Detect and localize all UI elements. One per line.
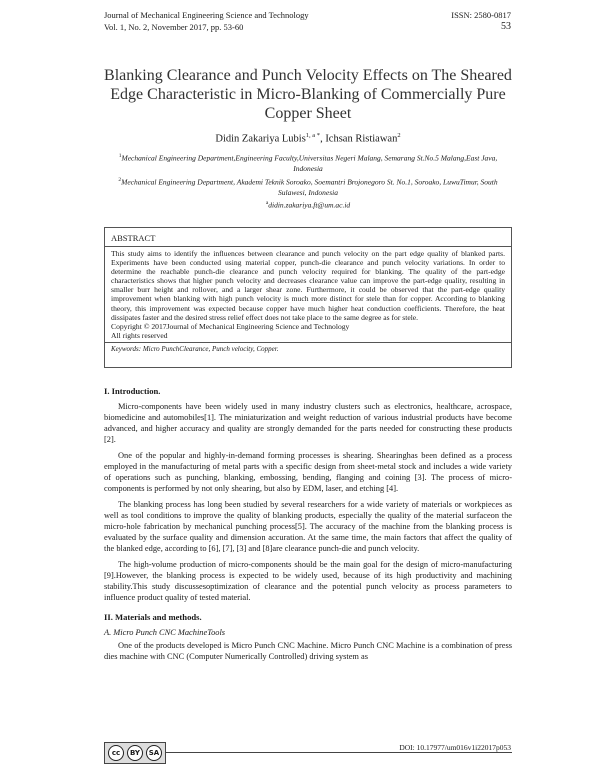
paragraph: One of the products developed is Micro Punch CNC Machine. Micro Punch CNC Machine is a combination of press dies machine with CNC (Computer Numerically Controlled) driving system as xyxy=(104,641,512,661)
paragraph: The blanking process has long been studied by several researchers for a wide variety of materials or workpieces as well as tool conditions to improve the quality of blanking products, especially the quality of the material surfaceon the micro-hole fabrication by mechanical punching process[5]. The accuracy of the machine from the blanking process is evaluated by the surface quality and dimension accuration. At the same time, the main factors that affect the quality of the blanked edge, according to [6], [7], [3] and [8]are clearance punch-die and punch velocity. xyxy=(104,500,512,553)
affiliation-2-text: Mechanical Engineering Department, Akademi Teknik Soroako, Soemantri Brojonegoro St. No.1, Soroako, LuwuTimur, South Sulawesi, Indonesia xyxy=(121,177,498,197)
affiliation-1-sup: 1 xyxy=(118,153,122,159)
section-heading-methods: II. Materials and methods. xyxy=(104,612,202,622)
issn: ISSN: 2580-0817 xyxy=(451,10,511,20)
abstract-heading: ABSTRACT xyxy=(105,228,511,247)
affiliation-1 xyxy=(104,151,512,175)
cc-license-badge[interactable] xyxy=(104,742,166,764)
author-2-sup: 2 xyxy=(397,132,401,139)
email-text: didin.zakariya.ft@um.ac.id xyxy=(268,200,351,210)
page-number: 53 xyxy=(501,21,511,32)
volume-info: Vol. 1, No. 2, November 2017, pp. 53-60 xyxy=(104,22,244,32)
cc-icon: cc xyxy=(108,745,124,761)
author-email xyxy=(104,198,512,211)
paragraph: The high-volume production of micro-components should be the main goal for the design of micro-manufacturing [9].However, the blanking process is expected to be widely used, because of its high productivity and machining stability.This study discussesoptimization of clearance and the potential punch velocity as process parameters to influence product quality of tested material. xyxy=(104,560,512,602)
by-icon: BY xyxy=(127,745,143,761)
author-1: Didin Zakariya Lubis xyxy=(215,133,306,145)
journal-name: Journal of Mechanical Engineering Science and Technology xyxy=(104,10,309,20)
main-body xyxy=(104,386,512,667)
affiliation-2 xyxy=(104,175,512,199)
author-separator: , xyxy=(320,133,326,145)
author-list xyxy=(104,132,512,145)
paragraph: Micro-components have been widely used in many industry clusters such as electronics, healthcare, acrospace, biomedicine and automobiles[1]. The miniaturization and weight reduction of various industrial products have become advanced, and higher accuracy and quality are strongly demanded for the parts needed for constructing these products [2]. xyxy=(104,402,512,444)
paper-title: Blanking Clearance and Punch Velocity Effects on The Sheared Edge Characteristic in Micro-Blanking of Commercially Pure Copper Sheet xyxy=(104,67,512,122)
abstract-box xyxy=(104,227,512,368)
affiliation-1-text: Mechanical Engineering Department,Engineering Faculty,Universitas Negeri Malang, Semarang St.No.5 Malang,East Java, Indonesia xyxy=(121,153,498,173)
rights-line: All rights reserved xyxy=(111,330,168,340)
copyright-line: Copyright © 2017Journal of Mechanical Engineering Science and Technology xyxy=(111,321,350,331)
running-header-right xyxy=(451,9,511,33)
sa-icon: SA xyxy=(146,745,162,761)
subsection-heading: A. Micro Punch CNC MachineTools xyxy=(104,628,226,637)
section-heading-introduction: I. Introduction. xyxy=(104,386,161,396)
abstract-copyright xyxy=(105,322,511,342)
affiliations xyxy=(104,151,512,211)
author-1-sup: 1, a * xyxy=(305,132,321,139)
doi[interactable]: DOI: 10.17977/um016v1i22017p053 xyxy=(399,743,511,752)
affiliation-2-sup: 2 xyxy=(118,176,122,183)
paragraph: One of the popular and highly-in-demand forming processes is shearing. Shearinghas been defined as a process employed in the manufacturing of metal parts with a specific design from sheet-metal stock and includes a wide variety of operations such as punching, blanking, embossing, bending, flanging and coining [3]. The process of micro-components is performed by not only shearing, but also by EDM, laser, and etching [4]. xyxy=(104,451,512,493)
keywords: Keywords: Micro PunchClearance, Punch velocity, Copper. xyxy=(105,342,511,355)
abstract-text: This study aims to identify the influences between clearance and punch velocity on the part edge quality of blanked parts. Experiments have been conducted using material copper, punch-die clearance and punch velocity variations. In order to determine the reachable punch-die clearance and punch velocity required for blanking. The quality of the part-edge characteristics shows that higher punch velocity and decreases clearance value can improve the part-edge quality, resulting in smaller burr height and rollover, and a larger shear zone. Furthermore, it could be observed that the part-edge quality improvement when blanking with high punch velocity is much more distinct for stele than for copper. According to blanking theory, this improvement was expected because copper have much higher heat conduction coefficients. Therefore, the heat dissipates faster and the desired stress relief effect does not take place to the same degree as for stele. xyxy=(111,249,505,322)
author-2: Ichsan Ristiawan xyxy=(325,133,398,145)
email-sup: a xyxy=(265,200,269,206)
running-header-left xyxy=(104,9,309,33)
